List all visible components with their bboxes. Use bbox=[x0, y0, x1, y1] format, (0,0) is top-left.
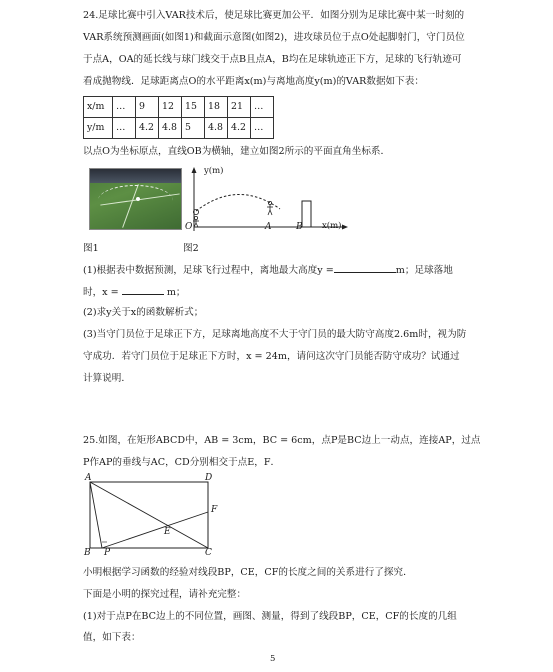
vertex-b-label: B bbox=[84, 548, 91, 558]
point-a-label: A bbox=[265, 222, 272, 232]
point-f-label: F bbox=[211, 505, 218, 515]
table-cell: 4.2 bbox=[228, 118, 251, 139]
table-cell: 9 bbox=[136, 97, 159, 118]
table-cell: … bbox=[113, 118, 136, 139]
page-number: 5 bbox=[270, 654, 276, 664]
q24-line-4: 看成抛物线．足球距离点O的水平距离x(m)与离地高度y(m)的VAR数据如下表： bbox=[83, 76, 424, 87]
q24-part3-line-3: 计算说明． bbox=[83, 373, 131, 384]
var-data-table bbox=[83, 96, 274, 139]
answer-blank-max-height[interactable] bbox=[334, 263, 396, 273]
q24-part1-line-1: (1)根据表中数据预测，足球飞行过程中，离地最大高度y = m；足球落地 bbox=[83, 265, 453, 276]
vertex-d-label: D bbox=[205, 473, 213, 483]
table-cell: … bbox=[113, 97, 136, 118]
q24-part3-line-1: (3)当守门员位于足球正下方，足球离地高度不大于守门员的最大防守高度2.6m时，视为防 bbox=[83, 329, 467, 340]
point-e-label: E bbox=[164, 527, 171, 537]
point-o-label: O bbox=[185, 222, 193, 232]
table-cell: … bbox=[251, 97, 274, 118]
table-cell: … bbox=[251, 118, 274, 139]
q24-line-3: 于点A，OA的延长线与球门线交于点B且点A，B均在足球轨迹正下方，足球的飞行轨迹可 bbox=[83, 54, 462, 65]
point-b-label: B bbox=[296, 222, 303, 232]
table-cell: 21 bbox=[228, 97, 251, 118]
q24-coordinate-setup: 以点O为坐标原点，直线OB为横轴，建立如图2所示的平面直角坐标系． bbox=[83, 146, 391, 157]
answer-blank-landing-x[interactable] bbox=[122, 285, 164, 295]
q25-line-3: 小明根据学习函数的经验对线段BP，CE，CF的长度之间的关系进行了探究． bbox=[83, 567, 413, 578]
q24-part1-line-2: 时，x = m； bbox=[83, 287, 186, 298]
table-row-y bbox=[84, 118, 274, 139]
figure-1-caption: 图1 bbox=[83, 243, 99, 254]
point-p-label: P bbox=[104, 548, 111, 558]
q24-part2: (2)求y关于x的函数解析式； bbox=[83, 307, 204, 318]
q25-line-5: (1)对于点P在BC边上的不同位置，画图、测量，得到了线段BP，CE，CF的长度的几组 bbox=[83, 611, 457, 622]
q25-line-6: 值，如下表： bbox=[83, 632, 141, 643]
q25-line-2: P作AP的垂线与AC，CD分别相交于点E，F． bbox=[83, 457, 281, 468]
table-row-x bbox=[84, 97, 274, 118]
table-cell: 4.2 bbox=[136, 118, 159, 139]
table-cell: y/m bbox=[84, 118, 113, 139]
q25-line-1: 25.如图，在矩形ABCD中，AB = 3cm，BC = 6cm，点P是BC边上一动点，连接AP，过点 bbox=[83, 435, 481, 446]
q24-part3-line-2: 守成功．若守门员位于足球正下方时，x = 24m，请问这次守门员能否防守成功？试通过 bbox=[83, 351, 460, 362]
table-cell: 4.8 bbox=[205, 118, 228, 139]
q25-line-4: 下面是小明的探究过程，请补充完整： bbox=[83, 589, 247, 600]
x-axis-label: x(m) bbox=[322, 221, 342, 231]
table-cell: 12 bbox=[159, 97, 182, 118]
table-cell: 4.8 bbox=[159, 118, 182, 139]
table-cell: 5 bbox=[182, 118, 205, 139]
table-cell: x/m bbox=[84, 97, 113, 118]
vertex-c-label: C bbox=[205, 548, 212, 558]
figure-2-caption: 图2 bbox=[183, 243, 199, 254]
vertex-a-label: A bbox=[85, 473, 92, 483]
q24-line-2: VAR系统预测画面(如图1)和截面示意图(如图2)，进攻球员位于点O处起脚射门，守门员位 bbox=[83, 32, 465, 43]
table-cell: 18 bbox=[205, 97, 228, 118]
y-axis-label: y(m) bbox=[204, 166, 224, 176]
q24-line-1: 24.足球比赛中引入VAR技术后，使足球比赛更加公平．如图分别为足球比赛中某一时刻的 bbox=[83, 10, 465, 21]
var-screenshot-image bbox=[89, 168, 182, 230]
table-cell: 15 bbox=[182, 97, 205, 118]
